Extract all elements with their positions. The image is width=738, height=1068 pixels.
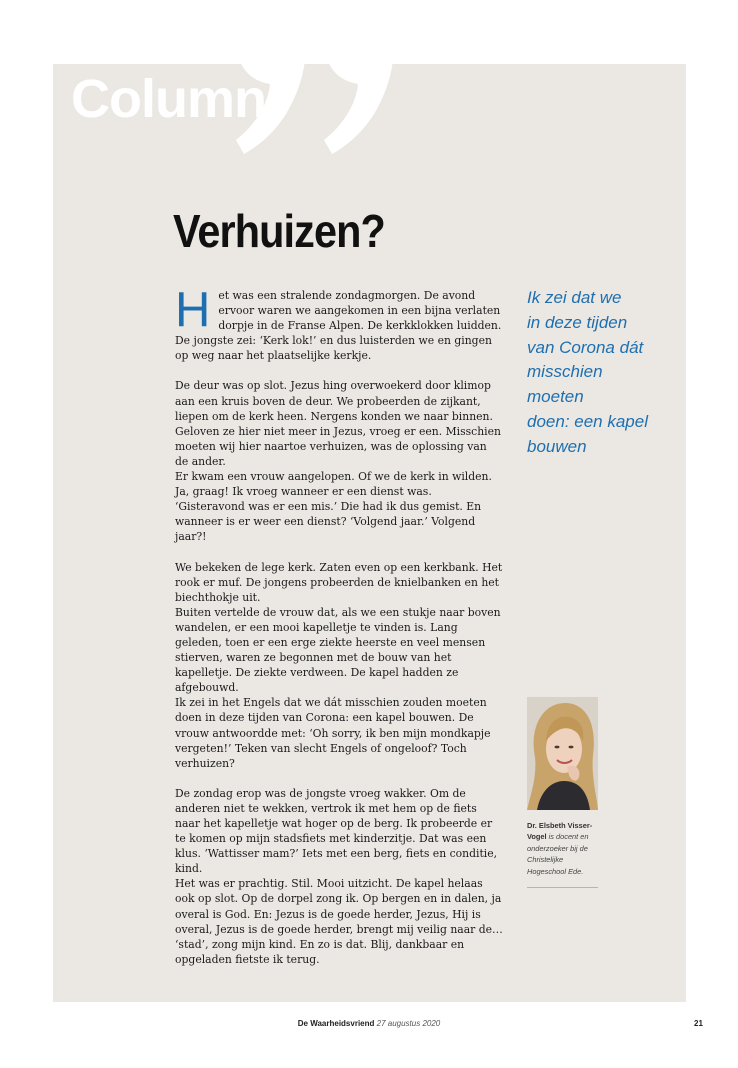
lead-paragraph	[175, 283, 503, 363]
pull-quote-line: van Corona dát	[527, 337, 644, 357]
pull-quote-line: moeten	[527, 387, 584, 407]
body-paragraph: Er kwam een vrouw aangelopen. Of we de kerk in wilden. Ja, graag! Ik vroeg wanneer er een dienst was. ‘Gisteravond was er een mis.’ Die had ik dus gemist. En wanneer is er weer een dienst? ‘Volgend jaar.’ Volgend jaar?!	[175, 470, 492, 544]
drop-cap: H	[175, 283, 211, 337]
pull-quote-line: Ik zei dat we	[527, 288, 622, 307]
body-paragraph: Ik zei in het Engels dat we dát misschien zouden moeten doen in deze tijden van Corona: een kapel bouwen. De vrouw antwoordde met: ‘Oh sorry, ik ben mijn mondkapje vergeten!’ Teken van slecht Engels of ongeloof? Toch verhuizen?	[175, 696, 491, 770]
body-paragraph: Het was er prachtig. Stil. Mooi uitzicht. De kapel helaas ook op slot. Op de dorpel zong ik. Op bergen en in dalen, ja overal is God. En: Jezus is de goede herder, Jezus, Hij is overal, Jezus is de goede herder, brengt mij veilig naar de… ‘stad’, zong mijn kind. En zo is dat. Blij, dankbaar en opgeladen fietste ik terug.	[175, 877, 503, 966]
section-label: Column	[71, 69, 266, 129]
page-footer	[0, 1019, 738, 1028]
body-paragraph: Buiten vertelde de vrouw dat, als we een stukje naar boven wandelen, er een mooi kapelletje te vinden is. Lang geleden, toen er een erge ziekte heerste en veel mensen stierven, waren ze begonnen met de bouw van het kapelletje. De ziekte verdween. De kapel hadden ze afgebouwd.	[175, 605, 501, 695]
body-paragraph: Geloven ze hier niet meer in Jezus, vroeg er een. Misschien moeten wij hier naartoe verhuizen, was de oplossing van de ander.	[175, 424, 501, 468]
publication-name: De Waarheidsvriend	[297, 1019, 375, 1028]
author-role: is docent en onderzoeker bij de Christelijke Hogeschool Ede.	[527, 832, 589, 876]
lead-text: et was een stralende zondagmorgen. De avond ervoor waren we aangekomen in een bijna verlaten dorpje in de Franse Alpen. De kerkklokken luidden. De jongste zei: ‘Kerk lok!’ en dus luisterden we en gingen op weg naar het plaatselijke kerkje.	[175, 289, 502, 363]
article-body	[175, 283, 503, 967]
pull-quote-line: misschien	[527, 362, 603, 382]
article-title: Verhuizen?	[173, 205, 385, 257]
page-number: 21	[694, 1019, 703, 1028]
body-paragraph: We bekeken de lege kerk. Zaten even op een kerkbank. Het rook er muf. De jongens probeerden de knielbanken en het biechthokje uit.	[175, 560, 503, 604]
pull-quote-line: doen: een kapel	[527, 411, 648, 431]
pull-quote-line: bouwen	[527, 436, 587, 456]
author-bio	[527, 820, 602, 877]
bio-divider	[527, 887, 598, 888]
pull-quote	[527, 286, 677, 460]
pull-quote-line: in deze tijden	[527, 312, 628, 332]
body-paragraph: De zondag erop was de jongste vroeg wakker. Om de anderen niet te wekken, vertrok ik met hem op de fiets naar het kapelletje wat hoger op de berg. Ik probeerde er te komen op mijn stadsfiets met kinderzitje. Dat was een klus. ‘Wattisser mam?’ Iets met een berg, fiets en conditie, kind.	[175, 786, 498, 876]
author-photo	[527, 697, 598, 810]
body-paragraph: De deur was op slot. Jezus hing overwoekerd door klimop aan een kruis boven de deur. We probeerden de zijkant, liepen om de kerk heen. Nergens konden we naar binnen.	[175, 379, 493, 423]
author-name: Dr. Elsbeth Visser-Vogel	[527, 821, 593, 842]
publication-date: 27 augustus 2020	[376, 1019, 441, 1028]
